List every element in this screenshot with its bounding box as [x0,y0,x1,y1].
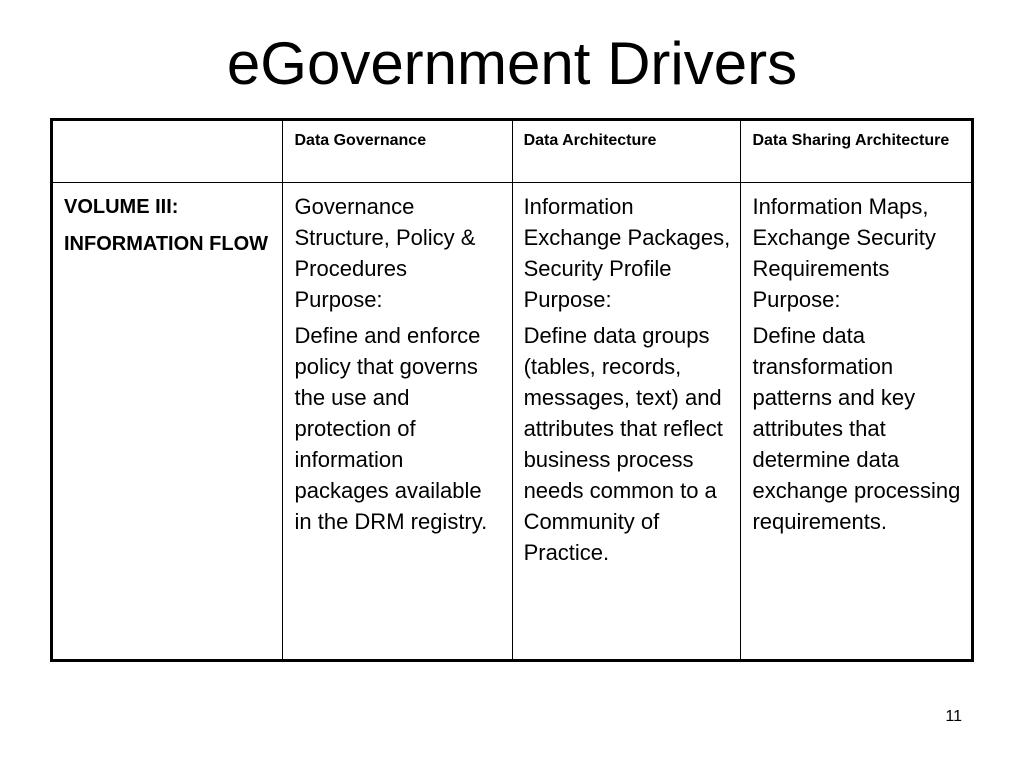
row-header-volume: VOLUME III: [64,196,179,218]
data-governance-cell [283,183,512,661]
cell-description: Define data transformation patterns and key attributes that determine data exchange processing requirements. [752,323,961,534]
cell-purpose-label: Purpose: [294,287,383,312]
row-header-information-flow: INFORMATION FLOW [64,233,269,255]
cell-purpose-label: Purpose: [752,287,841,312]
header-cell-data-architecture: Data Architecture [512,120,741,183]
table-row [52,183,973,661]
cell-title: Information Maps, Exchange Security Requirements [752,194,936,281]
data-architecture-cell [512,183,741,661]
data-sharing-architecture-cell [741,183,973,661]
slide-title: eGovernment Drivers [226,30,798,97]
drivers-table [50,118,974,662]
cell-purpose-label: Purpose: [523,287,612,312]
header-cell-data-sharing-architecture: Data Sharing Architecture [741,120,973,183]
header-cell-empty [52,120,283,183]
table-header-row [52,120,973,183]
cell-title: Governance Structure, Policy & Procedures [294,194,476,281]
cell-title: Information Exchange Packages, Security Profile [523,194,731,281]
cell-description: Define data groups (tables, records, messages, text) and attributes that reflect business process needs common to a Community of Practice. [523,323,723,565]
header-cell-data-governance: Data Governance [283,120,512,183]
row-header-cell [52,183,283,661]
cell-description: Define and enforce policy that governs the use and protection of information packages available in the DRM registry. [294,323,488,534]
page-number: 11 [945,708,962,725]
